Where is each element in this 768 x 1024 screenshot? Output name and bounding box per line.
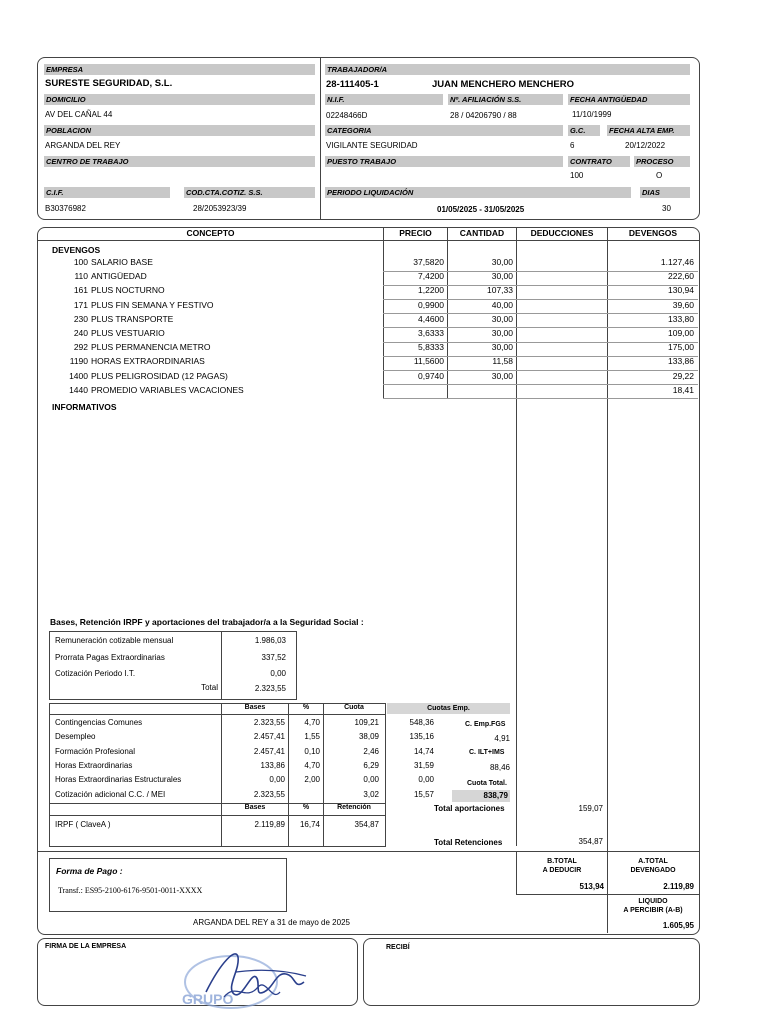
cont-pct: 2,00 bbox=[304, 775, 320, 785]
concept-name: PLUS TRANSPORTE bbox=[91, 313, 174, 324]
cont-label: Desempleo bbox=[55, 732, 96, 742]
concept-precio: 1,2200 bbox=[418, 285, 444, 296]
total-label: Total bbox=[201, 683, 218, 692]
cont-base: 2.323,55 bbox=[253, 718, 285, 727]
cuota-total-label: Cuota Total. bbox=[467, 780, 507, 787]
centro-label: CENTRO DE TRABAJO bbox=[44, 156, 315, 167]
col-pct-head: % bbox=[302, 704, 310, 711]
afiliacion-value: 28 / 04206790 / 88 bbox=[450, 111, 517, 120]
concept-name: PLUS PERMANENCIA METRO bbox=[91, 342, 211, 353]
concept-precio: 4,4600 bbox=[418, 313, 444, 324]
cotit-value: 0,00 bbox=[270, 669, 286, 678]
cont-base: 133,86 bbox=[260, 760, 285, 770]
empresa-label: EMPRESA bbox=[44, 64, 315, 75]
atotal-label-2: DEVENGADO bbox=[630, 867, 676, 874]
cont-base: 2.457,41 bbox=[253, 732, 285, 742]
trabajador-label: TRABAJADOR/A bbox=[325, 64, 690, 75]
cont-emp: 14,74 bbox=[413, 746, 434, 756]
gc-label: G.C. bbox=[568, 125, 600, 136]
concept-cantidad: 30,00 bbox=[491, 313, 513, 324]
concept-code: 1190 bbox=[69, 356, 88, 367]
total-value: 2.323,55 bbox=[254, 684, 286, 693]
irpf-label: IRPF ( ClaveA ) bbox=[55, 820, 111, 829]
total-aportaciones-label: Total aportaciones bbox=[434, 804, 505, 813]
liquido-label-1: LIQUIDO bbox=[638, 898, 668, 905]
total-retenciones-value: 354,87 bbox=[578, 837, 603, 846]
th-concepto: CONCEPTO bbox=[186, 228, 235, 238]
concept-devengo: 222,60 bbox=[668, 271, 694, 282]
poblacion-label: POBLACION bbox=[44, 125, 315, 136]
emp-ilt-label: C. ILT+IMS bbox=[469, 749, 505, 756]
concept-code: 161 bbox=[73, 285, 88, 296]
dias-value: 30 bbox=[662, 204, 671, 213]
concept-code: 292 bbox=[73, 342, 88, 353]
cont-emp: 31,59 bbox=[413, 760, 434, 770]
concept-cantidad: 30,00 bbox=[491, 328, 513, 338]
concept-cantidad: 30,00 bbox=[491, 271, 513, 282]
proceso-label: PROCESO bbox=[634, 156, 690, 167]
concept-devengo: 109,00 bbox=[668, 328, 694, 338]
cif-value: B30376982 bbox=[45, 204, 86, 213]
cont-pct: 4,70 bbox=[304, 760, 320, 770]
nif-label: N.I.F. bbox=[325, 94, 443, 105]
concept-code: 240 bbox=[73, 328, 88, 338]
bases-title: Bases, Retención IRPF y aportaciones del trabajador/a a la Seguridad Social : bbox=[50, 617, 364, 627]
btotal-label-2: A DEDUCIR bbox=[542, 867, 582, 874]
concept-precio: 0,9740 bbox=[418, 370, 444, 381]
cont-emp: 135,16 bbox=[409, 732, 434, 742]
emp-fgs-label: C. Emp.FGS bbox=[465, 721, 506, 728]
irpf-bases-head: Bases bbox=[244, 804, 266, 811]
concept-name: PLUS FIN SEMANA Y FESTIVO bbox=[91, 299, 214, 310]
cont-cuota: 6,29 bbox=[363, 760, 379, 770]
company-stamp-signature bbox=[176, 942, 326, 1012]
col-cuota-head: Cuota bbox=[344, 704, 364, 711]
cont-base: 2.323,55 bbox=[253, 789, 285, 799]
table-header-line bbox=[38, 240, 699, 241]
irpf-retencion-head: Retención bbox=[337, 804, 371, 811]
cont-emp: 0,00 bbox=[418, 775, 434, 785]
concept-code: 100 bbox=[73, 257, 88, 267]
periodo-label: PERIODO LIQUIDACIÓN bbox=[325, 187, 631, 198]
concept-cantidad: 107,33 bbox=[487, 285, 513, 296]
cont-label: Horas Extraordinarias Estructurales bbox=[55, 775, 182, 785]
totals-line bbox=[517, 894, 699, 895]
transf-value: Transf.: ES95-2100-6176-9501-0011-XXXX bbox=[58, 886, 203, 895]
alta-label: FECHA ALTA EMP. bbox=[607, 125, 690, 136]
cont-cuota: 2,46 bbox=[363, 746, 379, 756]
concept-precio: 7,4200 bbox=[418, 271, 444, 282]
dias-label: DIAS bbox=[640, 187, 690, 198]
proceso-value: O bbox=[656, 171, 663, 180]
concept-cantidad: 30,00 bbox=[491, 370, 513, 381]
cont-emp: 548,36 bbox=[409, 718, 434, 727]
concept-devengo: 175,00 bbox=[668, 342, 694, 353]
concept-devengo: 130,94 bbox=[668, 285, 694, 296]
btotal-value: 513,94 bbox=[579, 882, 604, 891]
concept-name: ANTIGÜEDAD bbox=[91, 271, 147, 282]
concept-code: 1440 bbox=[69, 384, 88, 395]
stamp-text: GRUPO bbox=[182, 991, 234, 1007]
irpf-base: 2.119,89 bbox=[254, 820, 285, 829]
prorrata-label: Prorrata Pagas Extraordinarias bbox=[55, 653, 165, 662]
concept-cantidad: 30,00 bbox=[491, 257, 513, 267]
informativos-title: INFORMATIVOS bbox=[52, 402, 117, 412]
recibi-label: RECIBÍ bbox=[386, 944, 410, 951]
header-divider bbox=[320, 57, 321, 219]
concept-precio: 0,9900 bbox=[418, 299, 444, 310]
cont-head-line bbox=[49, 714, 385, 715]
nif-value: 02248466D bbox=[326, 111, 368, 120]
remuneracion-label: Remuneración cotizable mensual bbox=[55, 636, 174, 645]
concept-code: 171 bbox=[73, 299, 88, 310]
forma-pago-label: Forma de Pago : bbox=[56, 866, 123, 876]
concept-cantidad: 11,58 bbox=[492, 356, 513, 367]
col-sep-deducciones bbox=[516, 228, 517, 846]
cont-cuota: 3,02 bbox=[363, 789, 379, 799]
concept-name: PLUS PELIGROSIDAD (12 PAGAS) bbox=[91, 370, 228, 381]
cont-base: 0,00 bbox=[269, 775, 285, 785]
lugar-fecha: ARGANDA DEL REY a 31 de mayo de 2025 bbox=[193, 918, 350, 927]
recibi-box bbox=[363, 938, 700, 1006]
concept-devengo: 18,41 bbox=[672, 384, 694, 395]
cont-label: Formación Profesional bbox=[55, 746, 136, 756]
irpf-ret: 354,87 bbox=[354, 820, 379, 829]
concept-code: 110 bbox=[74, 271, 88, 282]
firma-empresa-label: FIRMA DE LA EMPRESA bbox=[45, 943, 127, 950]
puesto-label: PUESTO TRABAJO bbox=[325, 156, 563, 167]
concept-devengo: 29,22 bbox=[672, 370, 694, 381]
cont-label: Contingencias Comunes bbox=[55, 718, 143, 727]
concept-precio: 37,5820 bbox=[413, 257, 444, 267]
afiliacion-label: Nº. AFILIACIÓN S.S. bbox=[448, 94, 563, 105]
concept-precio: 11,5600 bbox=[413, 356, 444, 367]
col-bases-head: Bases bbox=[244, 704, 266, 711]
cotit-label: Cotización Periodo I.T. bbox=[55, 669, 136, 678]
cont-pct: 0,10 bbox=[304, 746, 320, 756]
cif-label: C.I.F. bbox=[44, 187, 170, 198]
concept-name: SALARIO BASE bbox=[91, 257, 153, 267]
cont-emp: 15,57 bbox=[413, 789, 434, 799]
alta-value: 20/12/2022 bbox=[625, 141, 666, 150]
cont-cuota: 0,00 bbox=[363, 775, 379, 785]
th-precio: PRECIO bbox=[399, 228, 432, 238]
categoria-label: CATEGORIA bbox=[325, 125, 563, 136]
cont-irpf-head-bottom bbox=[49, 815, 385, 816]
domicilio-value: AV DEL CAÑAL 44 bbox=[45, 110, 113, 119]
cont-pct: 1,55 bbox=[304, 732, 320, 742]
contrato-label: CONTRATO bbox=[568, 156, 630, 167]
concept-devengo: 39,60 bbox=[672, 299, 694, 310]
codcta-value: 28/2053923/39 bbox=[193, 204, 247, 213]
th-devengos: DEVENGOS bbox=[628, 228, 678, 238]
cont-cuota: 109,21 bbox=[354, 718, 379, 727]
row-separator bbox=[383, 398, 698, 399]
trabajador-id: 28-111405-1 bbox=[326, 79, 379, 90]
remuneracion-value: 1.986,03 bbox=[254, 636, 286, 645]
concept-name: PROMEDIO VARIABLES VACACIONES bbox=[91, 384, 244, 395]
prorrata-value: 337,52 bbox=[261, 653, 286, 662]
empresa-name: SURESTE SEGURIDAD, S.L. bbox=[45, 78, 173, 89]
total-aportaciones-value: 159,07 bbox=[578, 804, 603, 813]
liquido-value: 1.605,95 bbox=[662, 921, 694, 930]
btotal-label-1: B.TOTAL bbox=[547, 858, 577, 865]
col-cuotas-emp-head: Cuotas Emp. bbox=[387, 703, 510, 714]
concept-cantidad: 40,00 bbox=[491, 299, 513, 310]
cont-pct: 4,70 bbox=[304, 718, 320, 727]
cuota-total-value: 838,79 bbox=[452, 790, 510, 802]
domicilio-label: DOMICILIO bbox=[44, 94, 315, 105]
periodo-value: 01/05/2025 - 31/05/2025 bbox=[437, 205, 525, 214]
concept-code: 1400 bbox=[69, 370, 88, 381]
cont-cuota: 38,09 bbox=[358, 732, 379, 742]
atotal-value: 2.119,89 bbox=[663, 882, 694, 891]
codcta-label: COD.CTA.COTIZ. S.S. bbox=[184, 187, 315, 198]
concept-precio: 5,8333 bbox=[418, 342, 444, 353]
contrato-value: 100 bbox=[570, 171, 584, 180]
concept-precio: 3,6333 bbox=[418, 328, 444, 338]
emp-ilt-value: 88,46 bbox=[489, 763, 510, 772]
trabajador-nombre: JUAN MENCHERO MENCHERO bbox=[432, 79, 574, 90]
concept-cantidad: 30,00 bbox=[491, 342, 513, 353]
concept-name: PLUS NOCTURNO bbox=[91, 285, 165, 296]
antiguedad-label: FECHA ANTIGÜEDAD bbox=[568, 94, 690, 105]
liquido-label-2: A PERCIBIR (A-B) bbox=[623, 907, 683, 914]
footer-top-line bbox=[38, 851, 699, 852]
devengos-title: DEVENGOS bbox=[52, 245, 101, 255]
concept-devengo: 133,80 bbox=[668, 313, 694, 324]
concept-name: PLUS VESTUARIO bbox=[91, 328, 165, 338]
cont-base: 2.457,41 bbox=[253, 746, 285, 756]
concept-name: HORAS EXTRAORDINARIAS bbox=[91, 356, 205, 367]
concept-devengo: 1.127,46 bbox=[660, 257, 694, 267]
gc-value: 6 bbox=[570, 141, 575, 150]
antiguedad-value: 11/10/1999 bbox=[572, 110, 612, 119]
th-cantidad: CANTIDAD bbox=[459, 228, 505, 238]
concept-devengo: 133,86 bbox=[668, 356, 694, 367]
cont-label: Cotización adicional C.C. / MEI bbox=[55, 789, 166, 799]
total-retenciones-label: Total Retenciones bbox=[434, 838, 503, 847]
emp-fgs-value: 4,91 bbox=[494, 734, 510, 743]
th-deducciones: DEDUCCIONES bbox=[530, 228, 594, 238]
atotal-label-1: A.TOTAL bbox=[638, 858, 668, 865]
irpf-pct-head: % bbox=[302, 804, 310, 811]
cont-label: Horas Extraordinarias bbox=[55, 760, 133, 770]
concept-code: 230 bbox=[73, 313, 88, 324]
irpf-pct: 16,74 bbox=[299, 820, 320, 829]
categoria-value: VIGILANTE SEGURIDAD bbox=[326, 141, 418, 150]
poblacion-value: ARGANDA DEL REY bbox=[45, 141, 121, 150]
